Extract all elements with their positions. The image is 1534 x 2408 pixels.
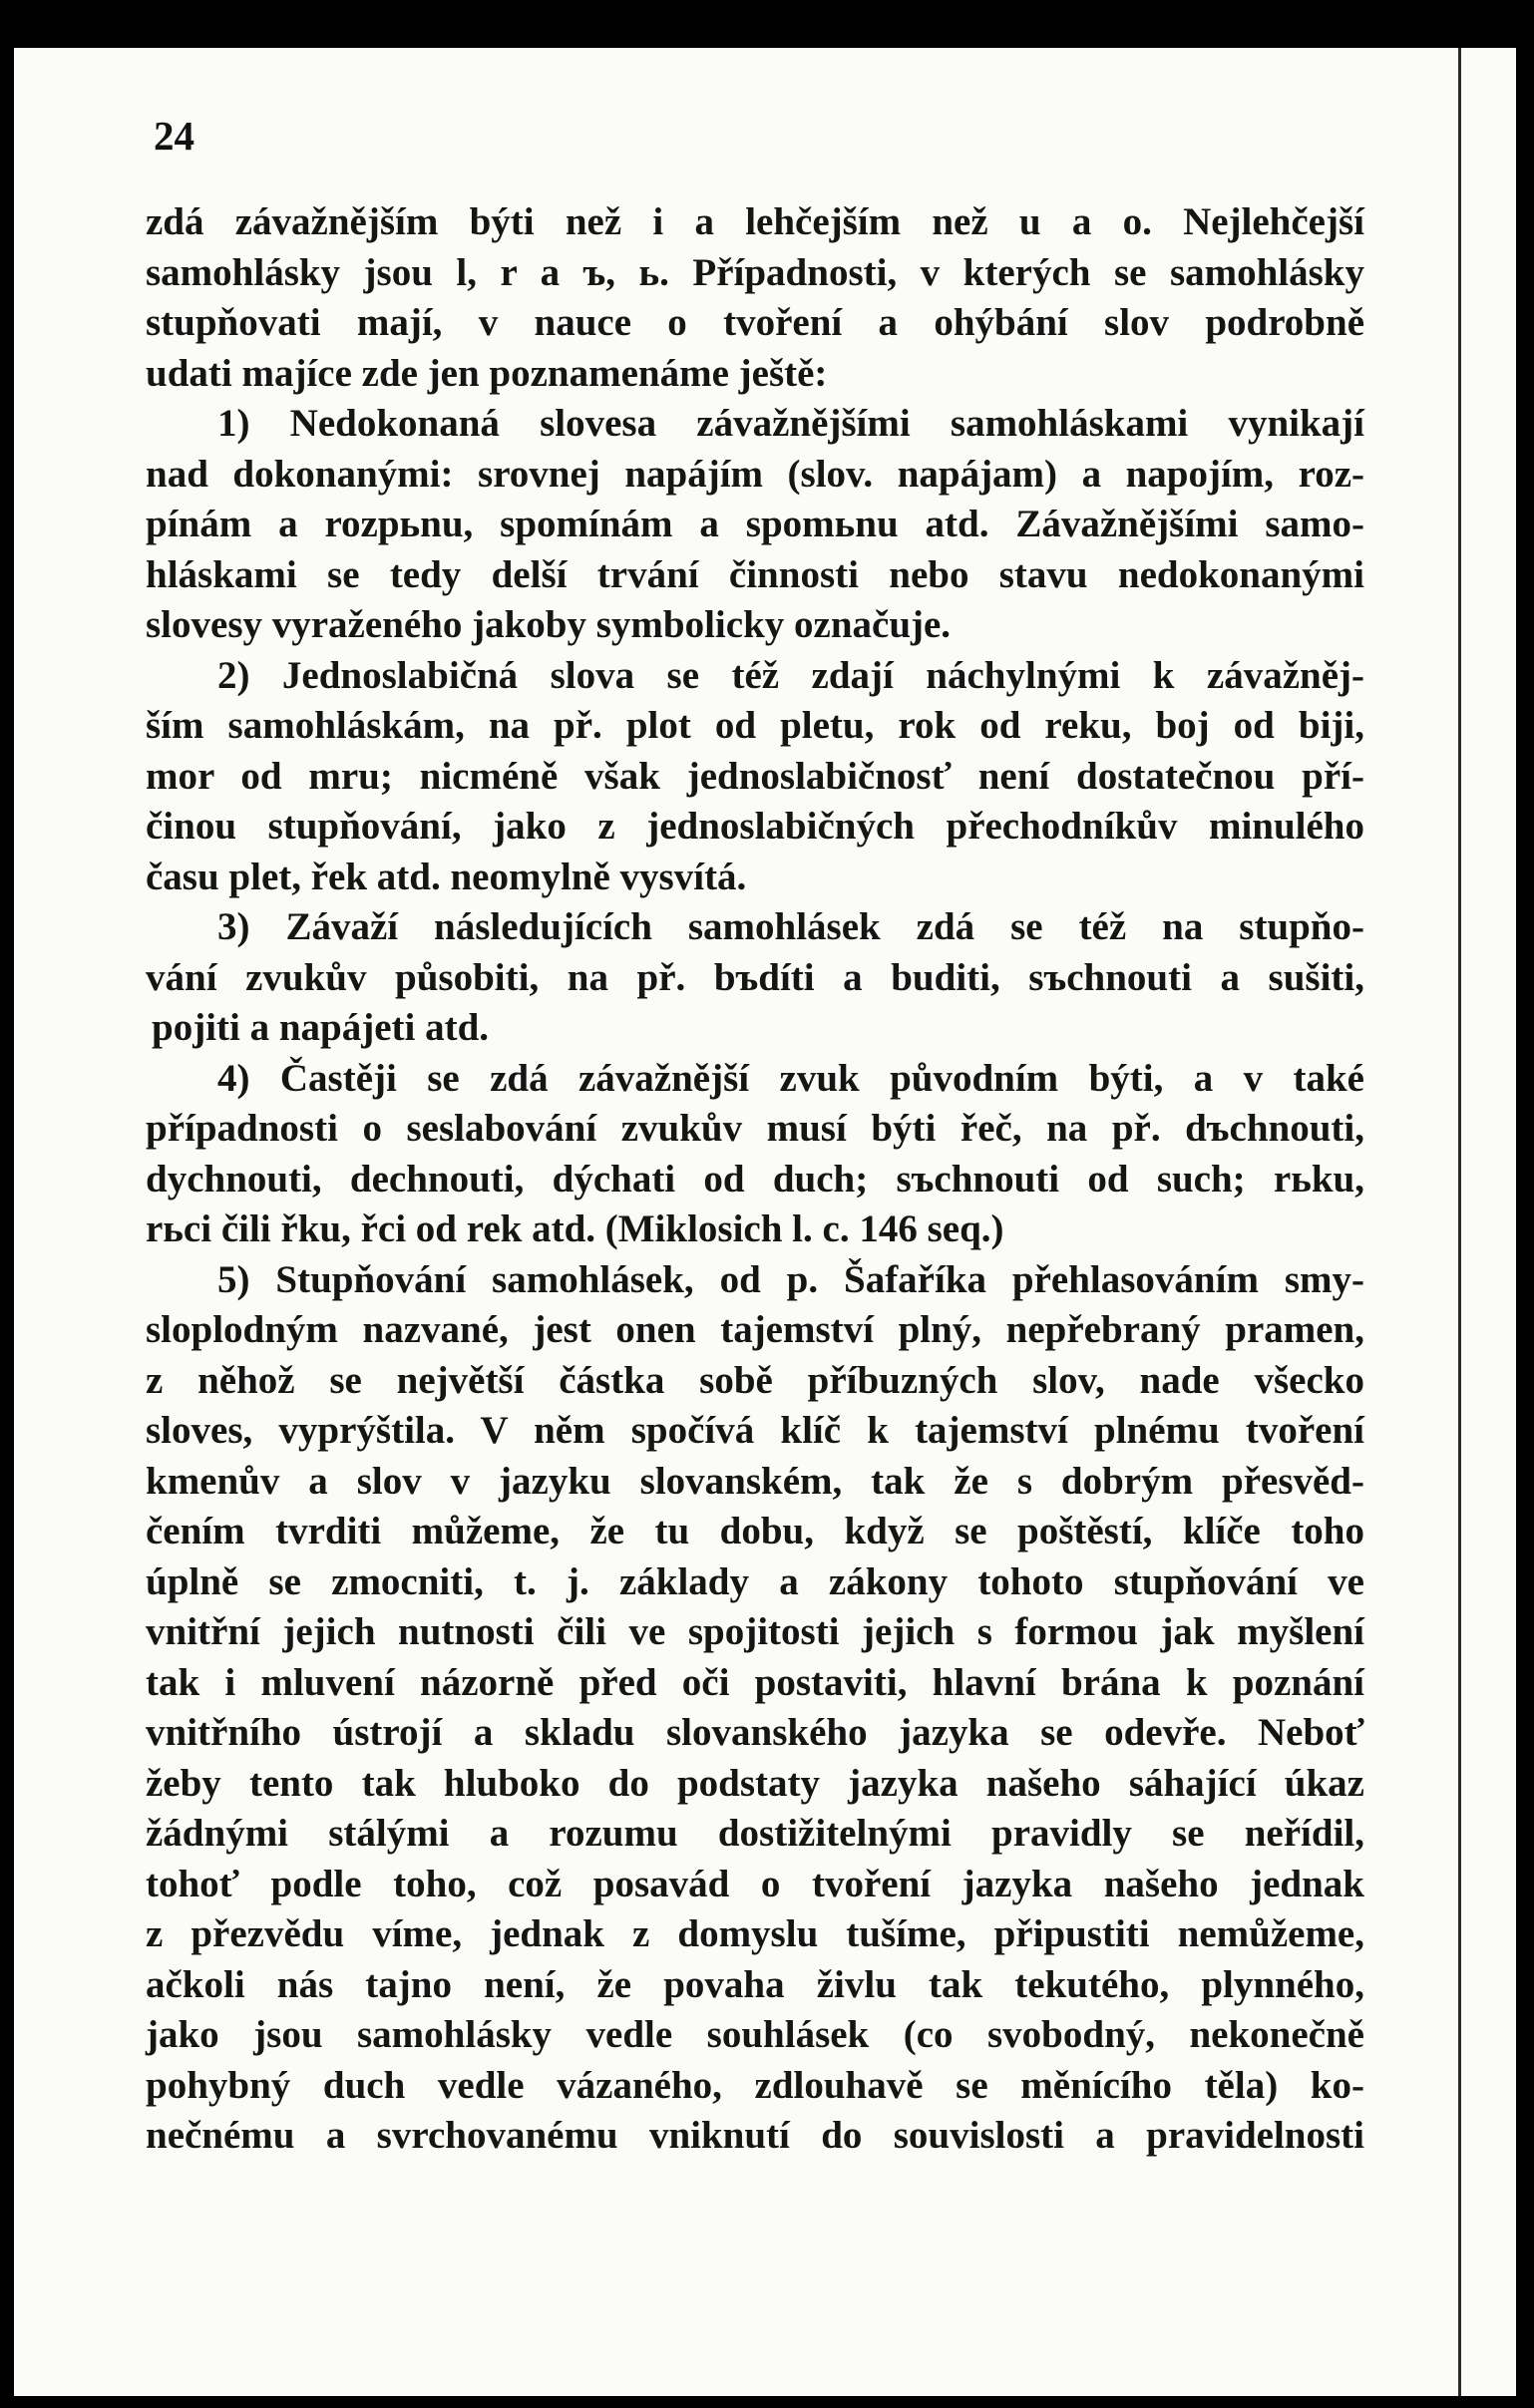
paragraph-start-line: 5) Stupňování samohlásek, od p. Šafaříka přehlasováním smy- — [217, 1257, 1364, 1301]
text-line: činou stupňování, jako z jednoslabičných přechodníkův minulého — [146, 805, 1364, 848]
text-line: vnitřní jejich nutnosti čili ve spojitosti jejich s formou jak myšlení — [146, 1610, 1364, 1653]
text-line: samohlásky jsou l, r a ъ, ь. Případnosti, v kterých se samohlásky — [146, 250, 1364, 294]
text-line: nad dokonanými: srovnej napájím (slov. napájam) a napojím, roz- — [146, 452, 1364, 496]
text-line: dychnouti, dechnouti, dýchati od duch; sъchnouti od such; rьku, — [146, 1157, 1364, 1201]
text-line: nečnému a svrchovanému vniknutí do souvislosti a pravidelnosti — [146, 2114, 1364, 2157]
paragraph-start-line: 4) Častěji se zdá závažnější zvuk původním býti, a v také — [217, 1056, 1364, 1100]
page-number: 24 — [154, 113, 194, 159]
text-line: ačkoli nás tajno není, že povaha živlu tak tekutého, plynného, — [146, 1962, 1364, 2006]
text-line: sloves, vyprýštila. V něm spočívá klíč k tajemství plnému tvoření — [146, 1409, 1364, 1452]
text-line: úplně se zmocniti, t. j. základy a zákony tohoto stupňování ve — [146, 1559, 1364, 1603]
paragraph-start-line: 2) Jednoslabičná slova se též zdají náchylnými k závažněj- — [217, 653, 1364, 697]
book-page — [14, 48, 1516, 2396]
text-line: stupňovati mají, v nauce o tvoření a ohýbání slov podrobně — [146, 301, 1364, 344]
text-line: jako jsou samohlásky vedle souhlásek (co svobodný, nekonečně — [146, 2013, 1364, 2056]
text-line: zdá závažnějším býti než i a lehčejším než u a o. Nejlehčejší — [146, 200, 1364, 243]
text-line: žeby tento tak hluboko do podstaty jazyka našeho sáhající úkaz — [146, 1761, 1364, 1805]
body-text — [146, 197, 1364, 2162]
text-line: rьci čili řku, řci od rek atd. (Miklosich l. c. 146 seq.) — [146, 1207, 1004, 1250]
text-line: vnitřního ústrojí a skladu slovanského jazyka se odevře. Neboť — [146, 1711, 1364, 1754]
text-line: čením tvrditi můžeme, že tu dobu, když se poštěstí, klíče toho — [146, 1510, 1364, 1552]
paragraph-start-line: 3) Závaží následujících samohlásek zdá se též na stupňo- — [217, 905, 1364, 948]
text-line: z něhož se největší částka sobě příbuzných slov, nade všecko — [146, 1358, 1364, 1402]
text-line: ším samohláskám, na př. plot od pletu, rok od reku, boj od biji, — [146, 704, 1364, 747]
text-line: z přezvědu víme, jednak z domyslu tušíme, připustiti nemůžeme, — [146, 1912, 1364, 1955]
text-line: pohybný duch vedle vázaného, zdlouhavě se měnícího těla) ko- — [146, 2063, 1364, 2107]
text-line: udati majíce zde jen poznamenáme ještě: — [146, 351, 828, 395]
page-edge-line — [1458, 48, 1461, 2396]
text-line: tak i mluvení názorně před oči postaviti, hlavní brána k poznání — [146, 1660, 1364, 1704]
text-line: případnosti o seslabování zvukův musí býti řeč, na př. dъchnouti, — [146, 1107, 1364, 1150]
text-line: hláskami se tedy delší trvání činnosti nebo stavu nedokonanými — [146, 552, 1364, 596]
text-line: času plet, řek atd. neomylně vysvítá. — [146, 855, 747, 898]
text-line: pojiti a napájeti atd. — [152, 1006, 490, 1049]
text-line: kmenův a slov v jazyku slovanském, tak že s dobrým přesvěd- — [146, 1459, 1364, 1503]
text-line: vání zvukův působiti, na př. bъdíti a buditi, sъchnouti a sušiti, — [146, 955, 1364, 999]
paragraph-start-line: 1) Nedokonaná slovesa závažnějšími samohláskami vynikají — [217, 402, 1364, 445]
text-line: žádnými stálými a rozumu dostižitelnými pravidly se neřídil, — [146, 1812, 1364, 1855]
text-line: tohoť podle toho, což posavád o tvoření jazyka našeho jednak — [146, 1862, 1364, 1905]
text-line: pínám a rozpьnu, spomínám a spomьnu atd. Závažnějšími samo- — [146, 503, 1364, 545]
text-line: slovesy vyraženého jakoby symbolicky označuje. — [146, 603, 952, 646]
text-line: mor od mru; nicméně však jednoslabičnosť není dostatečnou pří- — [146, 754, 1364, 798]
text-line: sloplodným nazvané, jest onen tajemství plný, nepřebraný pramen, — [146, 1308, 1364, 1351]
